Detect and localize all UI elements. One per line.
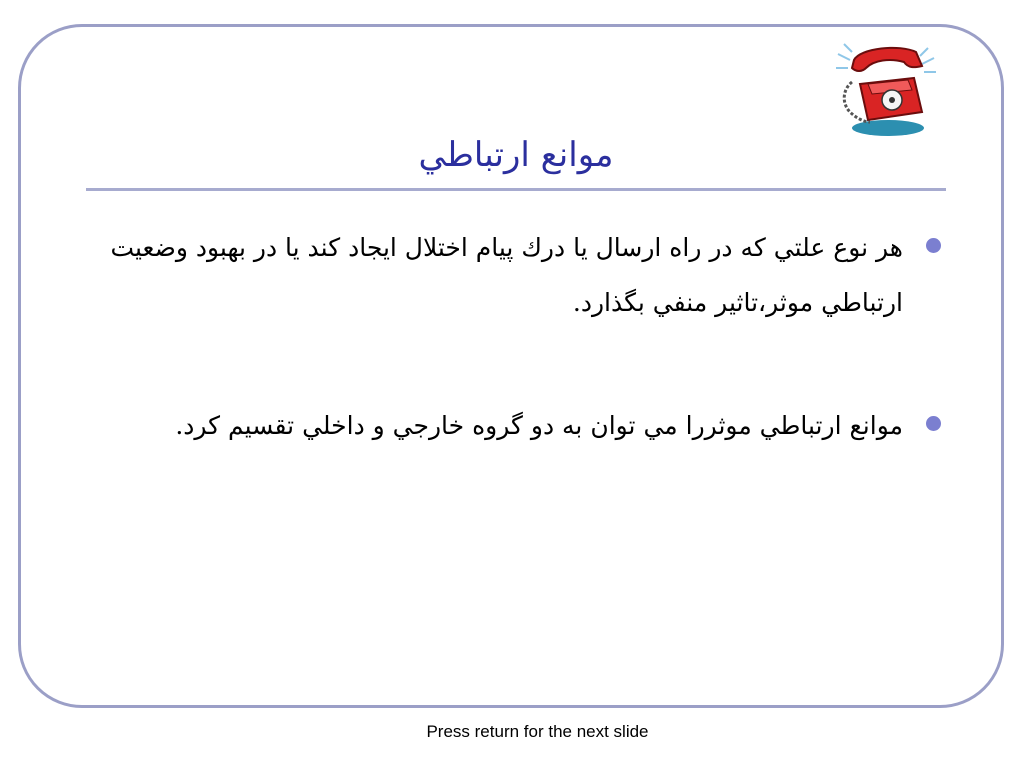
title-divider <box>86 188 946 191</box>
next-slide-hint: Press return for the next slide <box>426 722 649 741</box>
bullet-item <box>40 398 945 453</box>
bullet-item <box>40 220 945 330</box>
bullet-text: هر نوع علتي كه در راه ارسال يا درك پيام اختلال ايجاد كند يا در بهبود وضعيت ارتباطي موثر،تاثير منفي بگذارد. <box>110 233 903 317</box>
slide-title: موانع ارتباطي <box>418 135 614 175</box>
bullet-list <box>40 220 945 453</box>
ringing-telephone-icon <box>830 38 942 142</box>
bullet-text: موانع ارتباطي موثررا مي توان به دو گروه خارجي و داخلي تقسيم كرد. <box>175 411 903 440</box>
bullet-dot-icon <box>926 416 941 431</box>
bullet-dot-icon <box>926 238 941 253</box>
